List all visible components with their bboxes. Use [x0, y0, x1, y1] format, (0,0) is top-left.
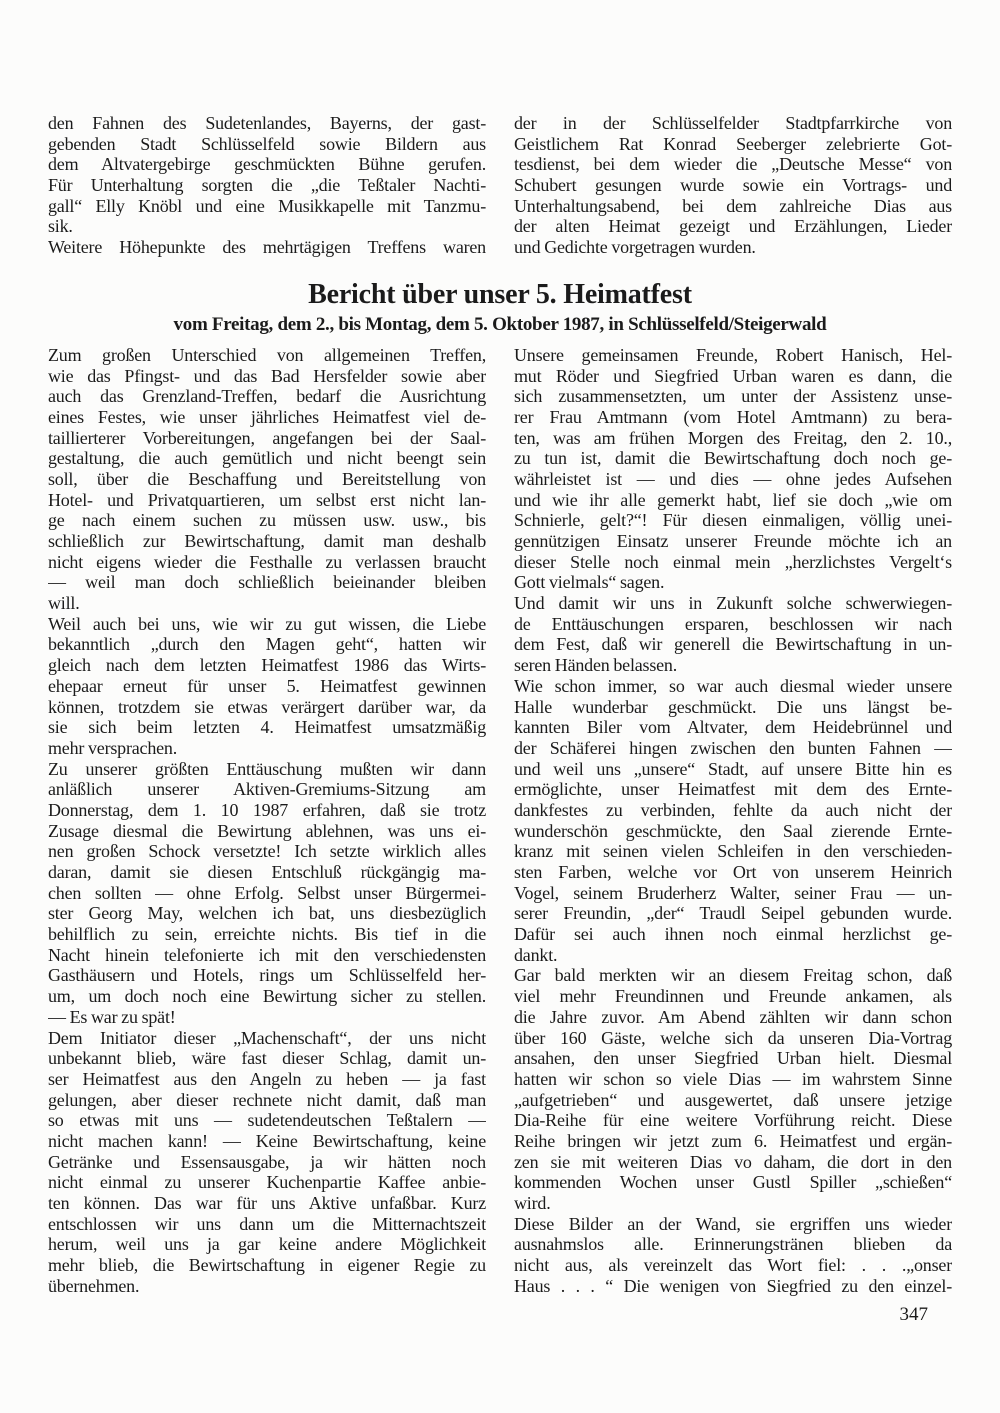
page-content — [48, 0, 952, 1296]
text-line: währleistet ist — und dies — ohne jedes Aufsehen — [514, 468, 952, 489]
text-line: nicht aus, als vereinzelt das Wort fiel: . . .„onser — [514, 1255, 952, 1276]
text-line: zu tun ist, damit die Bewirtschaftung doch noch ge- — [514, 448, 952, 469]
text-line: Weil auch bei uns, wie wir zu gut wissen, die Liebe — [48, 613, 486, 634]
text-line: viel mehr Freundinnen und Freunde ankamen, als — [514, 986, 952, 1007]
paragraph — [48, 1028, 486, 1297]
text-line: dieser Stelle noch einmal mein „herzlichstes Vergelt‘s — [514, 551, 952, 572]
text-line: dankfestes zu verbinden, fehlte da auch nicht der — [514, 799, 952, 820]
intro-section — [48, 113, 952, 258]
text-line: sik. — [48, 216, 73, 237]
paragraph — [514, 113, 952, 258]
text-line: mehr versprachen. — [48, 737, 178, 758]
text-line: ausnahmslos alle. Erinnerungstränen blieben da — [514, 1234, 952, 1255]
article-body — [48, 345, 952, 1297]
text-line: Reihe bringen wir jetzt zum 6. Heimatfest und ergän- — [514, 1130, 952, 1151]
text-line: nicht machen kann! — Keine Bewirtschaftung, keine — [48, 1130, 486, 1151]
page-number: 347 — [899, 1304, 928, 1325]
text-line: dankt. — [514, 944, 558, 965]
text-line: Hotel- und Privatquartieren, um selbst erst nicht lan- — [48, 489, 486, 510]
text-line: Und damit wir uns in Zukunft solche schwerwiegen- — [514, 593, 952, 614]
text-line: entschlossen wir uns dann um die Mitternachtszeit — [48, 1213, 486, 1234]
text-line: mut Röder und Siegfried Urban waren es dann, die — [514, 365, 952, 386]
article-subtitle: vom Freitag, dem 2., bis Montag, dem 5. Oktober 1987, in Schlüsselfeld/Steigerwald — [173, 313, 827, 335]
text-line: kannten Biler vom Altvater, dem Heidebrünnel und — [514, 717, 952, 738]
text-line: Halle wunderbar geschmückt. Die uns längst be- — [514, 696, 952, 717]
text-line: sten Farben, welche vor Ort von unserem Heinrich — [514, 862, 952, 882]
text-line: Zu unserer größten Enttäuschung mußten wir dann — [48, 758, 486, 779]
text-line: Weitere Höhepunkte des mehrtägigen Treffens waren — [48, 237, 486, 258]
text-line: Geistlichem Rat Konrad Seeberger zelebrierte Got- — [514, 133, 952, 154]
text-line: Zum großen Unterschied von allgemeinen Treffen, — [48, 344, 486, 365]
text-line: gleich nach dem letzten Heimatfest 1986 das Wirts- — [48, 655, 486, 676]
text-line: taillierterer Vorbereitungen, angefangen bei der Saal- — [48, 427, 486, 448]
text-line: chen sollten — ohne Erfolg. Selbst unser Bürgermei- — [48, 882, 486, 903]
text-line: Unsere gemeinsamen Freunde, Robert Hanisch, Hel- — [514, 344, 952, 365]
text-line: wunderschön geschmückte, den Saal zierende Ernte- — [514, 820, 952, 841]
text-line: Dem Initiator dieser „Machenschaft“, der uns nicht — [48, 1027, 486, 1048]
text-line: um, um doch noch eine Bewirtung sicher zu stellen. — [48, 986, 486, 1007]
text-line: dem Altvatergebirge geschmückten Bühne gerufen. — [48, 154, 486, 175]
article-title: Bericht über unser 5. Heimatfest — [308, 278, 692, 310]
paragraph — [48, 237, 486, 258]
text-line: Zusage diesmal die Bewirtung ablehnen, was uns ei- — [48, 820, 486, 841]
text-line: wie das Pfingst- und das Bad Hersfelder sowie aber — [48, 365, 486, 386]
text-line: Unterhaltungsabend, bei dem zahlreiche Dias aus — [514, 195, 952, 216]
text-line: — weil man doch schließlich beieinander bleiben — [48, 572, 486, 593]
text-line: eines Festes, wie unser jährliches Heimatfest viel de- — [48, 406, 486, 427]
text-line: und Gedichte vorgetragen wurden. — [514, 237, 756, 258]
text-line: nicht einmal zu unserer Kuchenpartie Kaffee anbie- — [48, 1172, 486, 1193]
text-line: nicht eigens wieder die Festhalle zu verlassen braucht — [48, 551, 486, 572]
text-line: wird. — [514, 1193, 551, 1213]
article-right-column — [514, 345, 952, 1297]
text-line: kommenden Wochen unser Gustl Spiller „schießen“ — [514, 1172, 952, 1193]
text-line: der alten Heimat gezeigt und Erzählungen, Lieder — [514, 216, 952, 237]
text-line: kranz mit seinen vielen Schleifen in den verschieden- — [514, 841, 952, 862]
text-line: Donnerstag, dem 1. 10 1987 erfahren, daß sie trotz — [48, 799, 486, 820]
text-line: Gar bald merkten wir an diesem Freitag schon, daß — [514, 965, 952, 986]
intro-left-column — [48, 113, 486, 258]
text-line: ehepaar erneut für unser 5. Heimatfest gewinnen — [48, 675, 486, 696]
intro-right-column — [514, 113, 952, 258]
text-line: ermöglichte, unser Heimatfest mit dem des Ernte- — [514, 779, 952, 800]
text-line: unbekannt blieb, wäre fast dieser Schlag, damit un- — [48, 1048, 486, 1069]
text-line: Getränke und Essensausgabe, ja wir hätten noch — [48, 1151, 486, 1172]
text-line: Gott vielmals“ sagen. — [514, 572, 665, 593]
text-line: bekanntlich „durch den Magen geht“, hatten wir — [48, 634, 486, 655]
text-line: ge nach einem suchen zu müssen usw. usw., bis — [48, 510, 486, 531]
text-line: will. — [48, 593, 80, 614]
paragraph — [514, 593, 952, 676]
text-line: — Es war zu spät! — [48, 1006, 176, 1027]
text-line: übernehmen. — [48, 1275, 140, 1296]
text-line: hatten wir schon so viele Dias — im wahrstem Sinne — [514, 1068, 952, 1089]
text-line: ster Georg May, welchen ich bat, uns diesbezüglich — [48, 903, 486, 924]
text-line: Schubert gesungen wurde sowie ein Vortrags- und — [514, 175, 952, 196]
text-line: der Schäferei hingen zwischen den bunten Fahnen — — [514, 737, 952, 758]
text-line: de Enttäuschungen ersparen, beschlossen wir nach — [514, 613, 952, 634]
text-line: „aufgetrieben“ und ausgewertet, daß unsere jetzige — [514, 1089, 952, 1110]
text-line: serer Freundin, „der“ Traudl Seipel gebunden wurde. — [514, 903, 952, 924]
text-line: Für Unterhaltung sorgten die „die Teßtaler Nachti- — [48, 175, 486, 196]
paragraph — [48, 113, 486, 237]
article-left-column — [48, 345, 486, 1297]
text-line: gelungen, aber dieser rechnete nicht damit, daß man — [48, 1089, 486, 1110]
text-line: sich zusammensetzten, um unter der Assistenz unse- — [514, 386, 952, 407]
text-line: dem Fest, daß wir generell die Bewirtschaftung in un- — [514, 634, 952, 655]
text-line: ser Heimatfest aus den Angeln zu heben — ja fast — [48, 1068, 486, 1089]
text-line: Wie schon immer, so war auch diesmal wieder unsere — [514, 675, 952, 696]
text-line: den Fahnen des Sudetenlandes, Bayerns, der gast- — [48, 113, 486, 133]
text-line: Dafür sei auch ihnen noch einmal herzlichst ge- — [514, 924, 952, 945]
text-line: Haus . . . “ Die wenigen von Siegfried zu den einzel- — [514, 1275, 952, 1296]
text-line: ten können. Das war für uns Aktive unfaßbar. Kurz — [48, 1193, 486, 1213]
text-line: die Jahre zuvor. Am Abend zählten wir dann schon — [514, 1006, 952, 1027]
text-line: können, trotzdem sie etwas verärgert darüber war, da — [48, 696, 486, 717]
paragraph — [48, 759, 486, 1028]
text-line: gebenden Stadt Schlüsselfeld sowie Bildern aus — [48, 133, 486, 154]
paragraph — [514, 345, 952, 593]
paragraph — [514, 1214, 952, 1297]
text-line: herum, weil uns ja gar keine andere Möglichkeit — [48, 1234, 486, 1255]
text-line: Gasthäusern und Hotels, rings um Schlüsselfeld her- — [48, 965, 486, 986]
text-line: soll, über die Beschaffung und Bereitstellung von — [48, 468, 486, 489]
text-line: mehr blieb, die Bewirtschaftung in eigener Regie zu — [48, 1255, 486, 1276]
text-line: gestaltung, die auch gemütlich und nicht beengt sein — [48, 448, 486, 469]
text-line: der in der Schlüsselfelder Stadtpfarrkirche von — [514, 113, 952, 133]
text-line: gall“ Elly Knöbl und eine Musikkapelle mit Tanzmu- — [48, 195, 486, 216]
text-line: und wie ihr alle gemerkt habt, lief sie doch „wie om — [514, 489, 952, 510]
text-line: auch das Grenzland-Treffen, bedarf die Ausrichtung — [48, 386, 486, 407]
text-line: Schnierle, gelt?“! Für diesen einmaligen, völlig unei- — [514, 510, 952, 531]
text-line: Dia-Reihe für eine weitere Vorführung reicht. Diese — [514, 1110, 952, 1131]
text-line: ansahen, den unser Siegfried Urban hielt. Diesmal — [514, 1048, 952, 1069]
text-line: Diese Bilder an der Wand, sie ergriffen uns wieder — [514, 1213, 952, 1234]
text-line: behilflich zu sein, erreichte nichts. Bis tief in die — [48, 924, 486, 945]
text-line: ten, was am frühen Morgen des Freitag, den 2. 10., — [514, 427, 952, 448]
text-line: schließlich zur Bewirtschaftung, damit man deshalb — [48, 531, 486, 551]
text-line: sie sich beim letzten 4. Heimatfest umsatzmäßig — [48, 717, 486, 738]
paragraph — [48, 345, 486, 614]
paragraph — [48, 614, 486, 759]
text-line: so etwas mit uns — sudetendeutschen Teßtalern — — [48, 1110, 486, 1131]
text-line: rer Frau Amtmann (vom Hotel Amtmann) zu bera- — [514, 406, 952, 427]
text-line: daran, damit sie diesen Entschluß rückgängig ma- — [48, 862, 486, 882]
text-line: Vogel, seinem Bruderherz Walter, seiner Frau — un- — [514, 882, 952, 903]
text-line: nen großen Schock versetzte! Ich setzte wirklich alles — [48, 841, 486, 862]
text-line: seren Händen belassen. — [514, 655, 678, 676]
text-line: anläßlich unserer Aktiven-Gremiums-Sitzung am — [48, 779, 486, 800]
text-line: Nacht hinein telefonierte ich mit den verschiedensten — [48, 944, 486, 965]
paragraph — [514, 676, 952, 966]
text-line: tesdienst, bei dem wieder die „Deutsche Messe“ von — [514, 154, 952, 175]
text-line: über 160 Gäste, welche sich da unseren Dia-Vortrag — [514, 1027, 952, 1048]
text-line: und weil uns „unsere“ Stadt, auf unsere Bitte hin es — [514, 758, 952, 779]
article-heading — [48, 279, 952, 336]
text-line: zen sie mit weiteren Dias vo daham, die dort in den — [514, 1151, 952, 1172]
paragraph — [514, 965, 952, 1213]
text-line: gennützigen Einsatz unserer Freunde möchte ich an — [514, 531, 952, 551]
